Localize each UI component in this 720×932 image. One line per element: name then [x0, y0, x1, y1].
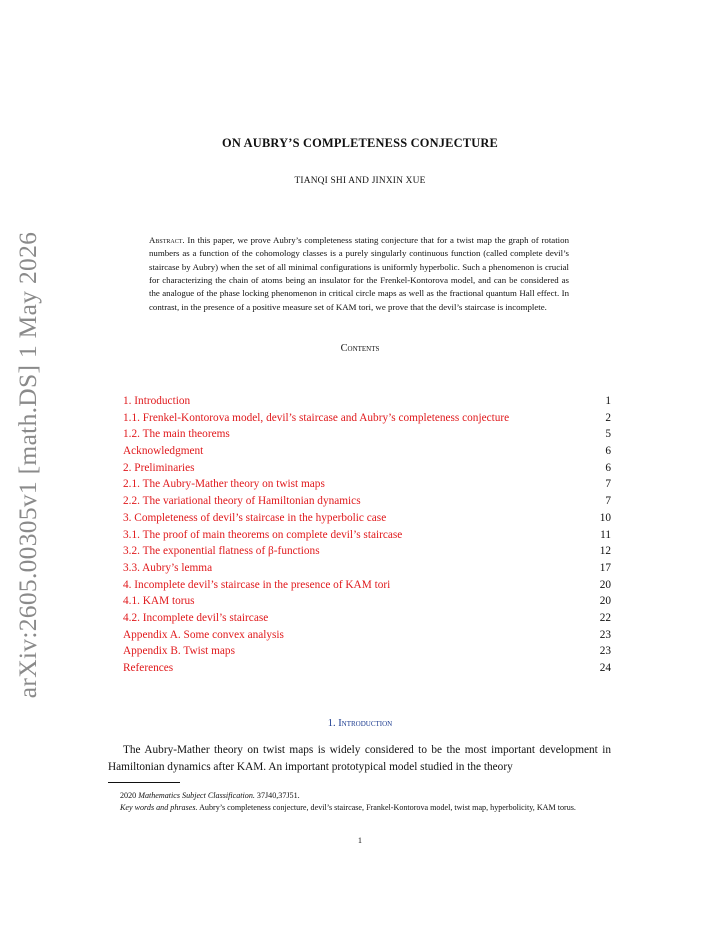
toc-page: 23 — [599, 645, 611, 658]
toc-link[interactable]: Appendix B. Twist maps — [123, 645, 235, 658]
footnotes — [108, 790, 611, 813]
footnote-rule — [108, 782, 180, 783]
toc-page: 20 — [599, 578, 611, 591]
toc-entry[interactable] — [123, 476, 611, 493]
toc-page: 12 — [599, 545, 611, 558]
paper-authors: TIANQI SHI AND JINXIN XUE — [294, 176, 426, 186]
toc-entry[interactable] — [123, 410, 611, 427]
section-title: Introduction — [338, 718, 393, 729]
toc-entry[interactable] — [123, 443, 611, 460]
toc-entry[interactable] — [123, 460, 611, 477]
section-heading — [0, 718, 720, 729]
toc-page: 23 — [599, 628, 611, 641]
page-number: 1 — [357, 836, 363, 845]
toc-page: 5 — [605, 428, 611, 441]
toc-entry[interactable] — [123, 393, 611, 410]
abstract-label: Abstract. — [149, 235, 185, 245]
toc-page: 2 — [605, 411, 611, 424]
msc-value: 37J40,37J51. — [256, 791, 300, 800]
toc-link[interactable]: 2.1. The Aubry-Mather theory on twist maps — [123, 478, 325, 491]
toc-entry[interactable] — [123, 493, 611, 510]
toc-page: 7 — [605, 495, 611, 508]
toc-entry[interactable] — [123, 510, 611, 527]
toc-entry[interactable] — [123, 610, 611, 627]
toc-page: 10 — [599, 511, 611, 524]
msc-footnote — [108, 790, 611, 802]
arxiv-stamp-text: arXiv:2605.00305v1 [math.DS] 1 May 2026 — [13, 231, 42, 699]
toc-entry[interactable] — [123, 660, 611, 677]
toc-page: 7 — [605, 478, 611, 491]
keywords-label: Key words and phrases. — [120, 802, 198, 812]
toc-link[interactable]: 3.2. The exponential flatness of β-functions — [123, 545, 320, 558]
toc-page: 20 — [599, 595, 611, 608]
toc-link[interactable]: 4.1. KAM torus — [123, 595, 195, 608]
paper-title: ON AUBRY’S COMPLETENESS CONJECTURE — [222, 136, 498, 150]
toc-link[interactable]: References — [123, 662, 174, 674]
toc-link[interactable]: 3.1. The proof of main theorems on complete devil’s staircase — [123, 528, 403, 541]
msc-year: 2020 — [120, 791, 137, 800]
toc-link[interactable]: 4.2. Incomplete devil’s staircase — [123, 611, 269, 624]
keywords-value: Aubry’s completeness conjecture, devil’s staircase, Frankel-Kontorova model, twist map, hyperbolicity, KAM torus. — [199, 802, 576, 812]
toc-link[interactable]: Appendix A. Some convex analysis — [123, 628, 284, 641]
toc-link[interactable]: 1.2. The main theorems — [123, 428, 230, 441]
toc-page: 1 — [605, 395, 611, 407]
abstract-text: In this paper, we prove Aubry’s completeness stating conjecture that for a twist map the graph of rotation numbers as a function of the cohomology classes is a purely singularly continuous function (called complete devil’s staircase by Aubry) when the set of all minimal configurations is uniformly hyperbolic. Such a phenomenon is crucial for characterizing the chain of atoms being an insulator for the Frenkel-Kontorova model, and can be considered as the analogue of the phase locking phenomenon in critical circle maps as well as the fractional quantum Hall effect. In contrast, in the presence of a positive measure set of KAM tori, we prove that the devil’s staircase is incomplete. — [149, 235, 569, 312]
abstract — [149, 234, 569, 314]
intro-paragraph: The Aubry-Mather theory on twist maps is widely considered to be the most important development in Hamiltonian dynamics after KAM. An important prototypical model studied in the theory — [108, 744, 611, 773]
toc-entry[interactable] — [123, 593, 611, 610]
toc-link[interactable]: 2. Preliminaries — [123, 461, 195, 474]
toc-link[interactable]: 4. Incomplete devil’s staircase in the presence of KAM tori — [123, 578, 391, 591]
toc-page: 22 — [599, 611, 611, 624]
toc-link[interactable]: Acknowledgment — [123, 445, 204, 458]
toc-entry[interactable] — [123, 577, 611, 594]
toc-link[interactable]: 2.2. The variational theory of Hamiltonian dynamics — [123, 495, 361, 508]
toc-entry[interactable] — [123, 426, 611, 443]
toc-entry[interactable] — [123, 627, 611, 644]
toc-page: 24 — [599, 662, 611, 674]
toc-page: 11 — [600, 528, 611, 541]
toc-page: 17 — [599, 561, 611, 574]
keywords-footnote — [108, 802, 611, 814]
toc-page: 6 — [605, 461, 611, 474]
toc-link[interactable]: 3.3. Aubry’s lemma — [123, 561, 213, 574]
toc-page: 6 — [605, 445, 611, 458]
toc-link[interactable]: 3. Completeness of devil’s staircase in the hyperbolic case — [123, 511, 387, 524]
table-of-contents — [123, 393, 611, 677]
toc-entry[interactable] — [123, 643, 611, 660]
section-number: 1. — [327, 718, 336, 729]
toc-entry[interactable] — [123, 560, 611, 577]
toc-link[interactable]: 1. Introduction — [123, 395, 191, 407]
toc-link[interactable]: 1.1. Frenkel-Kontorova model, devil’s staircase and Aubry’s completeness conjecture — [123, 411, 510, 424]
arxiv-stamp — [8, 231, 48, 699]
contents-heading: Contents — [340, 343, 380, 354]
msc-label: Mathematics Subject Classification. — [138, 791, 255, 800]
toc-entry[interactable] — [123, 543, 611, 560]
toc-entry[interactable] — [123, 527, 611, 544]
